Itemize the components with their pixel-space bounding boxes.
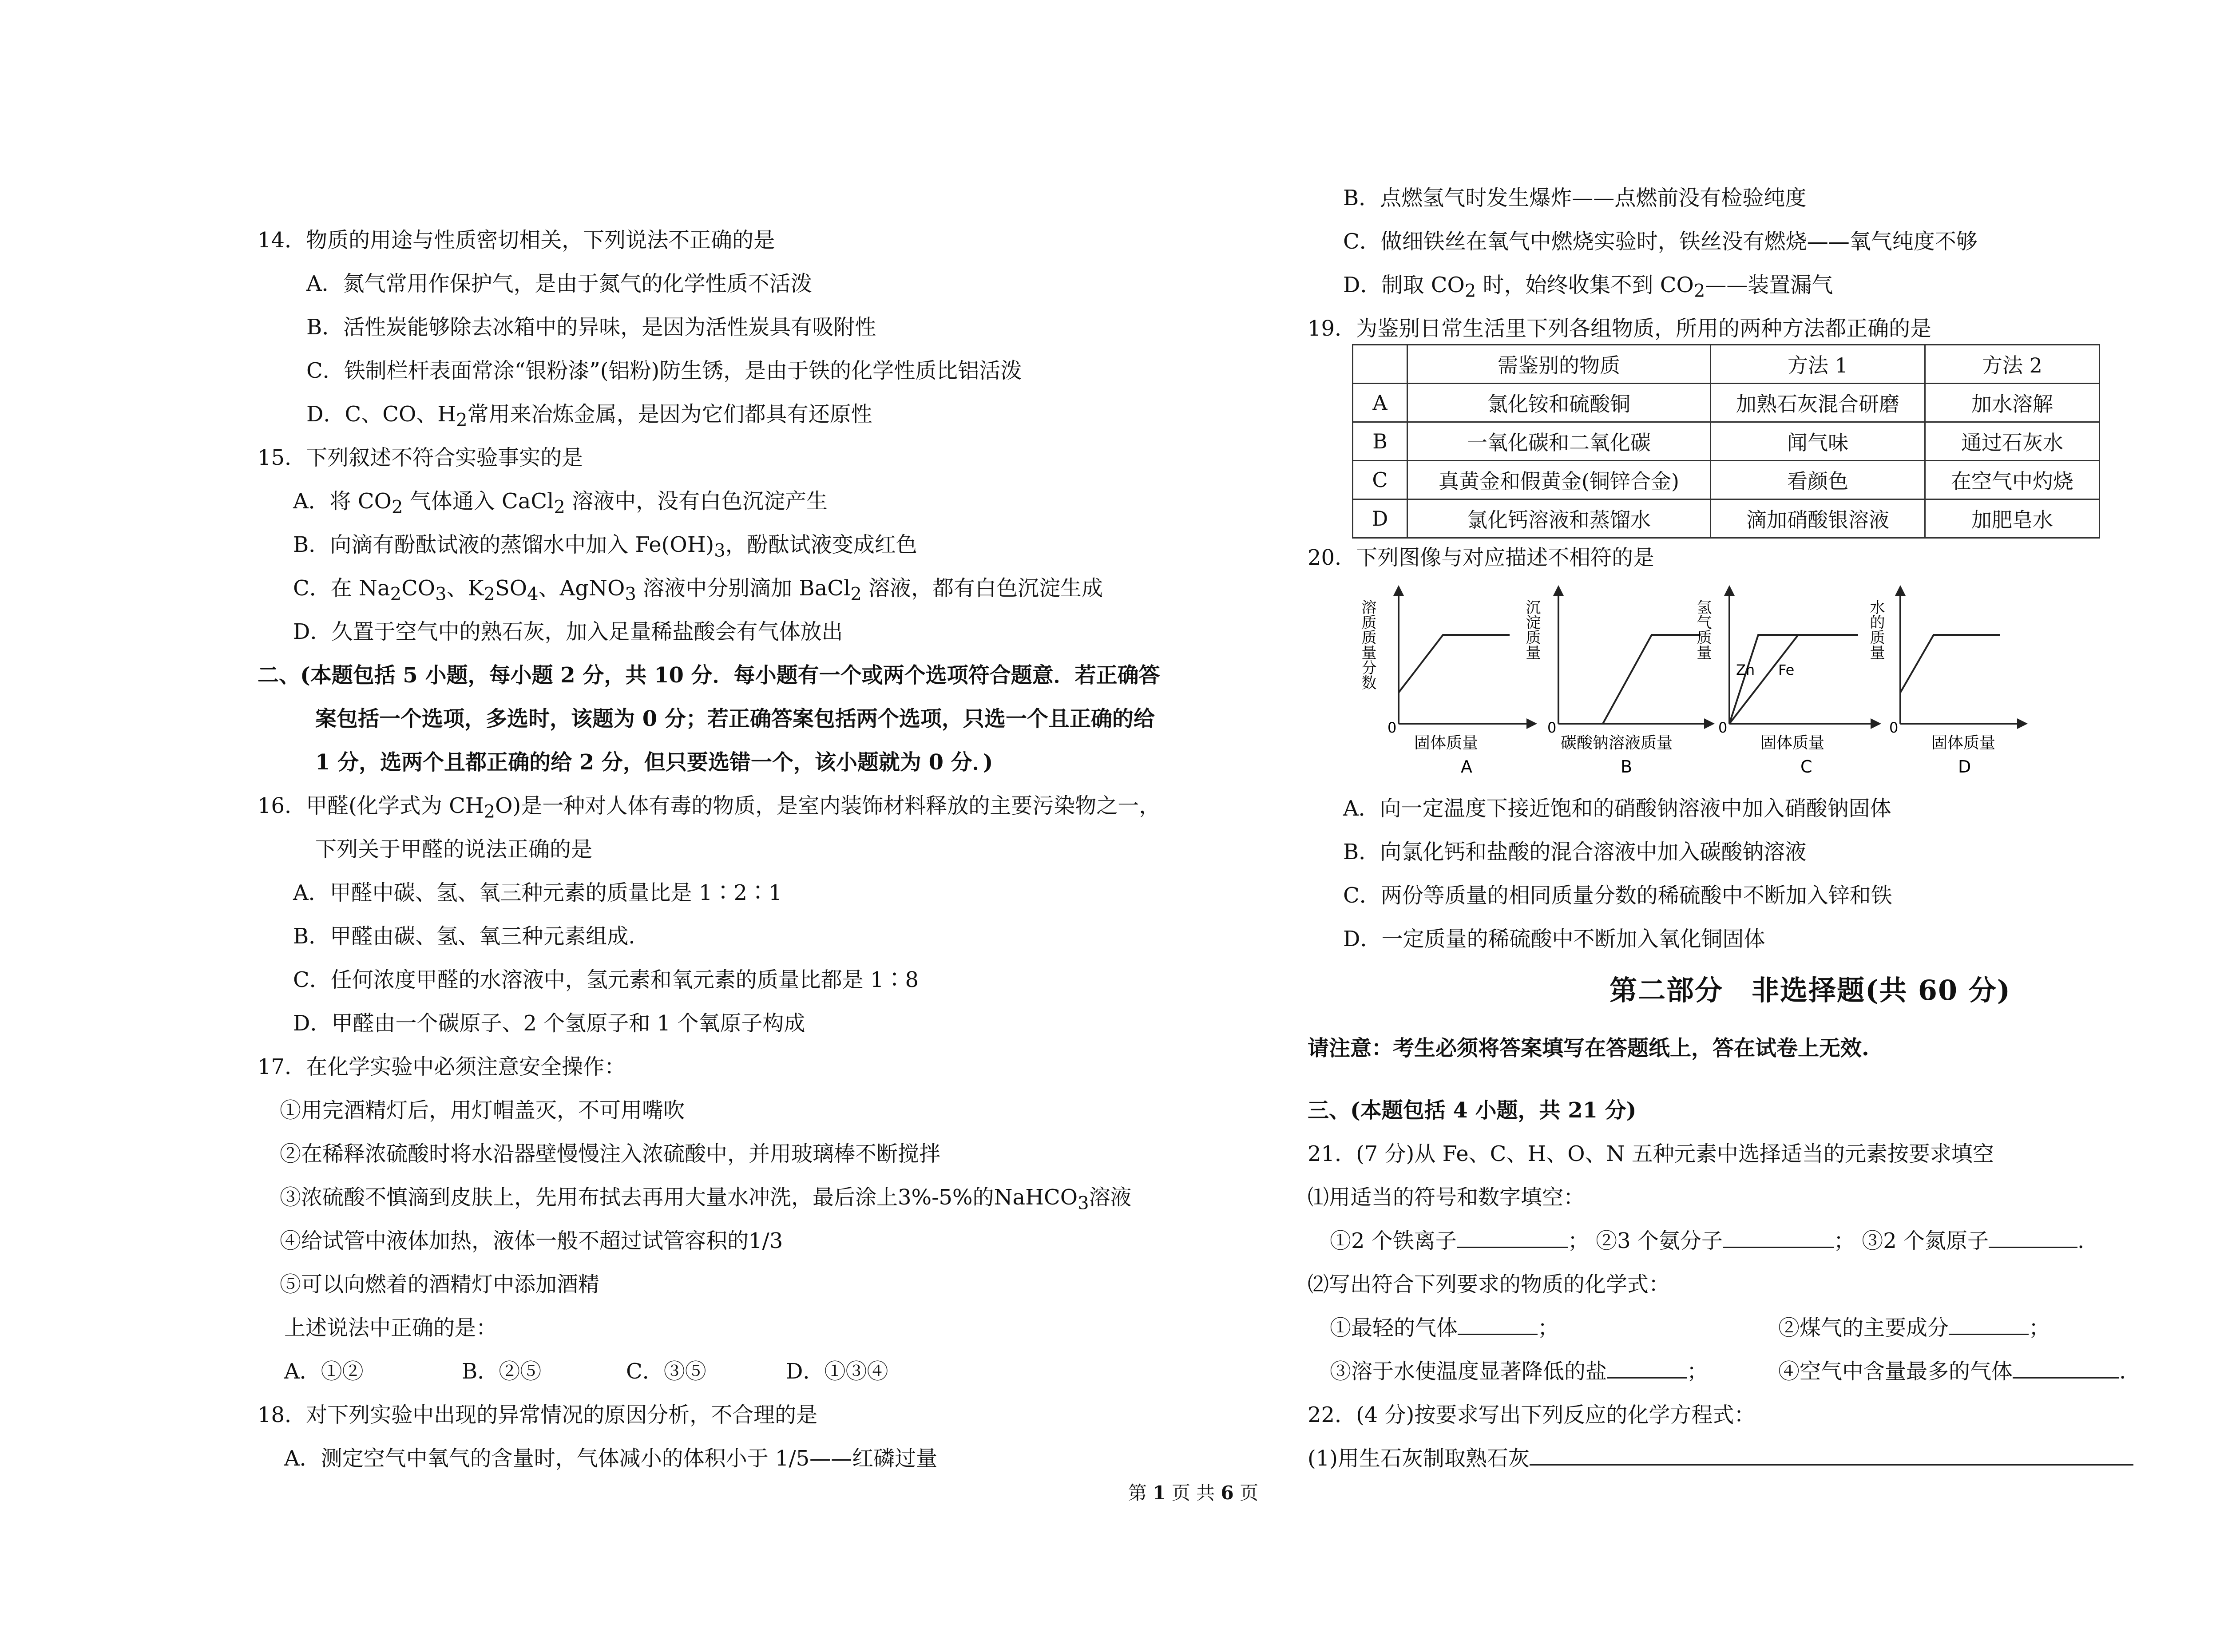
table-cell: C xyxy=(1353,461,1407,499)
page-footer: 第 1 页 共 6 页 xyxy=(1128,1482,1259,1504)
q17-option-d: D．①③④ xyxy=(786,1359,888,1384)
graph-a-origin: 0 xyxy=(1388,719,1397,736)
answer-blank[interactable] xyxy=(1530,1445,2133,1466)
q22-part1: (1)用生石灰制取熟石灰 xyxy=(1308,1445,2133,1472)
part2-title: 第二部分 非选择题(共 60 分) xyxy=(1610,974,2011,1006)
q16-option-c: C．任何浓度甲醛的水溶液中，氢元素和氧元素的质量比都是 1∶8 xyxy=(293,967,919,992)
graph-a-letter: A xyxy=(1461,757,1472,776)
q20-option-a: A．向一定温度下接近饱和的硝酸钠溶液中加入硝酸钠固体 xyxy=(1343,796,1891,821)
section2-instructions-line2: 案包括一个选项，多选时，该题为 0 分；若正确答案包括两个选项，只选一个且正确的给 xyxy=(315,706,1155,731)
graph-d-ylabel: 水的质量 xyxy=(1867,599,1885,660)
table-cell: 通过石灰水 xyxy=(1925,422,2100,461)
graph-d-xlabel: 固体质量 xyxy=(1931,734,1996,752)
table-cell: 在空气中灼烧 xyxy=(1925,461,2100,499)
q18-option-b: B．点燃氢气时发生爆炸——点燃前没有检验纯度 xyxy=(1343,186,1807,210)
q20-stem: 20．下列图像与对应描述不相符的是 xyxy=(1308,545,1655,570)
graph-a-curve xyxy=(1399,635,1510,693)
graph-b-letter: B xyxy=(1621,757,1633,776)
q14-option-b: B．活性炭能够除去冰箱中的异味，是因为活性炭具有吸附性 xyxy=(306,315,876,340)
answer-blank[interactable] xyxy=(1949,1314,2029,1335)
q18-option-c: C．做细铁丝在氧气中燃烧实验时，铁丝没有燃烧——氧气纯度不够 xyxy=(1343,229,1978,254)
q18-option-d: D．制取 $CO_2$ 时，始终收集不到 $CO_2——$装置漏气 xyxy=(1343,273,1833,301)
answer-blank[interactable] xyxy=(1723,1227,1834,1248)
table-cell: 氯化钙溶液和蒸馏水 xyxy=(1407,499,1711,538)
q21-formula-2: ②煤气的主要成分 ； xyxy=(1778,1314,2050,1342)
table-cell: A xyxy=(1353,384,1407,422)
table-cell: 看颜色 xyxy=(1711,461,1925,499)
table-row xyxy=(1353,461,2100,499)
graph-c-curve-zn xyxy=(1729,635,1858,724)
q15-option-b: B．向滴有酚酞试液的蒸馏水中加入 $Fe(OH)_3$，酚酞试液变成红色 xyxy=(293,532,917,561)
q17-option-a: A．①② xyxy=(284,1359,364,1384)
q17-statement-5: ⑤可以向燃着的酒精灯中添加酒精 xyxy=(280,1272,600,1297)
table-row xyxy=(1353,499,2100,538)
graph-b-origin: 0 xyxy=(1547,719,1557,736)
q17-statement-1: ①用完酒精灯后，用灯帽盖灭，不可用嘴吹 xyxy=(280,1098,685,1123)
table-cell: 加水溶解 xyxy=(1925,384,2100,422)
answer-blank[interactable] xyxy=(2013,1358,2119,1379)
graph-c-fe-label: Fe xyxy=(1778,662,1795,678)
table-row xyxy=(1353,422,2100,461)
graph-c-xlabel: 固体质量 xyxy=(1760,734,1825,752)
q18-stem: 18．对下列实验中出现的异常情况的原因分析，不合理的是 xyxy=(258,1402,818,1427)
graph-c-origin: 0 xyxy=(1718,719,1728,736)
q16-stem-line2: 下列关于甲醛的说法正确的是 xyxy=(315,837,593,862)
graph-c-letter: C xyxy=(1800,757,1812,776)
q20-option-c: C．两份等质量的相同质量分数的稀硫酸中不断加入锌和铁 xyxy=(1343,883,1892,908)
answer-blank[interactable] xyxy=(1989,1227,2077,1248)
table-cell: 加肥皂水 xyxy=(1925,499,2100,538)
graph-d xyxy=(1867,590,2022,776)
table-cell: 一氧化碳和二氧化碳 xyxy=(1407,422,1711,461)
q15-stem: 15．下列叙述不符合实验事实的是 xyxy=(258,445,583,470)
graph-a xyxy=(1359,590,1532,776)
graph-c-zn-label: Zn xyxy=(1736,662,1755,678)
q16-stem: 16．甲醛(化学式为 $CH_2O$)是一种对人体有毒的物质，是室内装饰材料释放的主要污染物之一， xyxy=(258,793,1161,822)
q17-option-b: B．②⑤ xyxy=(462,1359,542,1384)
table-header-row xyxy=(1353,345,2100,384)
section2-instructions-line3: 1 分，选两个且都正确的给 2 分，但只要选错一个，该小题就为 0 分．) xyxy=(315,750,993,775)
section3-title: 三、(本题包括 4 小题，共 21 分) xyxy=(1308,1098,1637,1123)
graph-b-xlabel: 碳酸钠溶液质量 xyxy=(1561,734,1673,752)
q14-option-c: C．铁制栏杆表面常涂“银粉漆”(铝粉)防生锈，是由于铁的化学性质比铝活泼 xyxy=(306,358,1022,383)
table-header xyxy=(1353,345,1407,384)
graph-d-curve xyxy=(1900,635,2000,693)
table-cell: 闻气味 xyxy=(1711,422,1925,461)
q17-option-c: C．③⑤ xyxy=(626,1359,706,1384)
q14-stem: 14．物质的用途与性质密切相关，下列说法不正确的是 xyxy=(258,228,775,253)
q20-option-d: D．一定质量的稀硫酸中不断加入氧化铜固体 xyxy=(1343,927,1765,951)
graph-b-curve xyxy=(1558,635,1701,724)
q16-option-b: B．甲醛由碳、氢、氧三种元素组成. xyxy=(293,924,635,949)
graph-d-origin: 0 xyxy=(1889,719,1899,736)
q16-option-a: A．甲醛中碳、氢、氧三种元素的质量比是 1∶2∶1 xyxy=(293,880,782,905)
table-header: 需鉴别的物质 xyxy=(1407,345,1711,384)
q21-formula-1: ①最轻的气体 ； xyxy=(1330,1314,1559,1342)
q17-ask: 上述说法中正确的是： xyxy=(284,1315,498,1340)
table-row xyxy=(1353,384,2100,422)
q17-statement-2: ②在稀释浓硫酸时将水沿器壁慢慢注入浓硫酸中，并用玻璃棒不断搅拌 xyxy=(280,1141,941,1166)
q21-fill-row: ①2 个铁离子 ； ②3 个氨分子 ； ③2 个氮原子 . xyxy=(1330,1227,2084,1255)
q20-graph-set xyxy=(1361,582,2027,781)
q15-option-c: C．在 $Na_2CO_3$、$K_2SO_4$、AgNO$_3$ 溶液中分别滴加 BaCl$_2$ 溶液，都有白色沉淀生成 xyxy=(293,576,1103,605)
answer-blank[interactable] xyxy=(1607,1358,1687,1379)
graph-a-xlabel: 固体质量 xyxy=(1414,734,1479,752)
table-cell: 氯化铵和硫酸铜 xyxy=(1407,384,1711,422)
graph-c-curve-fe xyxy=(1729,635,1798,724)
q22-stem: 22．(4 分)按要求写出下列反应的化学方程式： xyxy=(1308,1402,1756,1427)
q15-option-a: A．将 $CO_2$ 气体通入 CaCl$_2$ 溶液中，没有白色沉淀产生 xyxy=(293,489,828,518)
q18-option-a: A．测定空气中氧气的含量时，气体减小的体积小于 1/5——红磷过量 xyxy=(284,1446,938,1471)
graph-b-ylabel: 沉淀质量 xyxy=(1523,599,1541,660)
q17-statement-3: ③浓硫酸不慎滴到皮肤上，先用布拭去再用大量水冲洗，最后涂上3%-5%的NaHCO$_3$溶液 xyxy=(280,1185,1132,1214)
graph-c xyxy=(1694,590,1876,776)
q14-option-d: D．C、CO、$H_2$常用来冶炼金属，是因为它们都具有还原性 xyxy=(306,402,872,431)
graph-b xyxy=(1523,590,1709,776)
table-cell: 真黄金和假黄金(铜锌合金) xyxy=(1407,461,1711,499)
page-total: 6 xyxy=(1221,1482,1234,1504)
answer-notice: 请注意：考生必须将答案填写在答题纸上，答在试卷上无效. xyxy=(1308,1036,1869,1061)
q21-stem: 21．(7 分)从 Fe、C、H、O、N 五种元素中选择适当的元素按要求填空 xyxy=(1308,1141,1994,1166)
q21-formula-4: ④空气中含量最多的气体 . xyxy=(1778,1358,2126,1385)
q21-part1: ⑴用适当的符号和数字填空： xyxy=(1308,1185,1585,1210)
answer-blank[interactable] xyxy=(1458,1314,1538,1335)
q15-option-d: D．久置于空气中的熟石灰，加入足量稀盐酸会有气体放出 xyxy=(293,619,843,644)
page-number: 1 xyxy=(1153,1482,1166,1504)
section2-instructions-line1: 二、(本题包括 5 小题，每小题 2 分，共 10 分．每小题有一个或两个选项符合题意．若正确答 xyxy=(258,663,1160,688)
table-header: 方法 1 xyxy=(1711,345,1925,384)
graph-c-ylabel: 氢气质量 xyxy=(1694,599,1712,660)
q20-graphs xyxy=(1361,582,2027,783)
graph-d-letter: D xyxy=(1958,757,1971,776)
graph-a-ylabel: 溶质质量分数 xyxy=(1359,599,1376,690)
q17-stem: 17．在化学实验中必须注意安全操作： xyxy=(258,1054,626,1079)
q17-statement-4: ④给试管中液体加热，液体一般不超过试管容积的1/3 xyxy=(280,1228,783,1253)
table-header: 方法 2 xyxy=(1925,345,2100,384)
table-cell: B xyxy=(1353,422,1407,461)
q20-option-b: B．向氯化钙和盐酸的混合溶液中加入碳酸钠溶液 xyxy=(1343,840,1807,864)
q19-stem: 19．为鉴别日常生活里下列各组物质，所用的两种方法都正确的是 xyxy=(1308,316,1932,341)
q16-option-d: D．甲醛由一个碳原子、2 个氢原子和 1 个氧原子构成 xyxy=(293,1011,805,1036)
q14-option-a: A．氮气常用作保护气，是由于氮气的化学性质不活泼 xyxy=(306,271,812,296)
answer-blank[interactable] xyxy=(1457,1227,1568,1248)
table-cell: 加熟石灰混合研磨 xyxy=(1711,384,1925,422)
q19-table xyxy=(1352,344,2100,539)
table-cell: D xyxy=(1353,499,1407,538)
q21-part2: ⑵写出符合下列要求的物质的化学式： xyxy=(1308,1272,1670,1297)
q21-formula-3: ③溶于水使温度显著降低的盐 ； xyxy=(1330,1358,1708,1385)
table-cell: 滴加硝酸银溶液 xyxy=(1711,499,1925,538)
